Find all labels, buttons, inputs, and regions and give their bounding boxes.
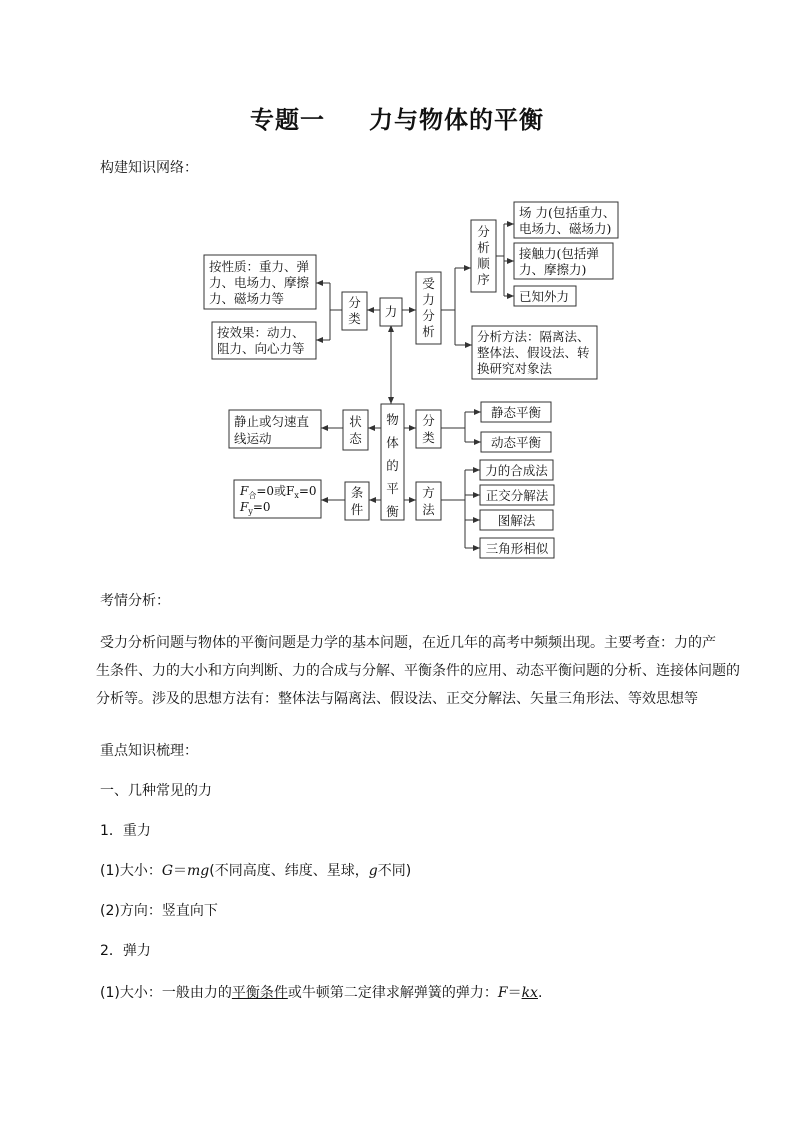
knowledge-network-diagram	[0, 190, 794, 570]
svg-text:状: 状	[349, 414, 362, 429]
section-exam-heading: 考情分析：	[100, 593, 170, 609]
svg-text:Fy=0: $F_y=0$	[240, 500, 271, 516]
state-node	[343, 410, 368, 450]
svg-text:件: 件	[350, 502, 364, 517]
method-item-similar-triangles	[480, 538, 554, 558]
elastic-size-line: (1)大小：一般由力的平衡条件或牛顿第二定律求解弹簧的弹力：F＝kx.	[100, 985, 543, 1001]
force-node	[380, 298, 402, 326]
svg-text:法: 法	[422, 502, 435, 517]
svg-text:的: 的	[386, 458, 399, 473]
exam-analysis-paragraph	[96, 629, 740, 713]
svg-text:序: 序	[477, 272, 490, 287]
svg-text:力: 力	[422, 292, 435, 307]
svg-text:阻力、向心力等: 阻力、向心力等	[217, 341, 305, 356]
condition-formula-node	[234, 480, 321, 518]
svg-text:物: 物	[386, 412, 399, 427]
classify-left-node	[342, 292, 367, 330]
analysis-order-node	[471, 220, 496, 292]
svg-text:析: 析	[477, 240, 490, 255]
svg-text:三角形相似: 三角形相似	[485, 541, 549, 556]
svg-text:接触力(包括弹: 接触力(包括弹	[519, 246, 599, 261]
svg-text:体: 体	[386, 435, 399, 450]
dynamic-equilibrium-node	[481, 432, 551, 452]
section-network-heading: 构建知识网络：	[100, 160, 198, 176]
svg-text:力: 力	[384, 304, 398, 319]
svg-text:按性质：重力、弹: 按性质：重力、弹	[209, 259, 310, 274]
gravity-direction-line: (2)方向：竖直向下	[100, 903, 218, 919]
svg-text:方: 方	[422, 485, 435, 500]
svg-text:类: 类	[422, 430, 435, 445]
svg-text:力、磁场力等: 力、磁场力等	[209, 291, 285, 306]
svg-text:平: 平	[386, 481, 399, 496]
svg-text:受: 受	[422, 276, 435, 291]
svg-text:类: 类	[348, 311, 361, 326]
item-elastic: 2．弹力	[100, 943, 151, 959]
svg-text:F合=0或Fx=0: $F_合=0$或$F_x=0$	[240, 484, 317, 500]
svg-text:力、电场力、摩擦: 力、电场力、摩擦	[209, 275, 310, 290]
svg-text:力、摩擦力): 力、摩擦力)	[519, 262, 587, 277]
paragraph-line: 受力分析问题与物体的平衡问题是力学的基本问题，在近几年的高考中频频出现。主要考查：力的产	[100, 635, 716, 651]
condition-node	[345, 482, 369, 520]
method-node	[416, 482, 441, 520]
method-item-composition	[480, 460, 553, 480]
svg-text:按效果：动力、: 按效果：动力、	[217, 325, 305, 340]
by-effect-node	[212, 322, 316, 359]
paragraph-line: 分析等。涉及的思想方法有：整体法与隔离法、假设法、正交分解法、矢量三角形法、等效思想等	[96, 691, 698, 707]
known-force-node	[514, 286, 576, 306]
svg-text:静止或匀速直: 静止或匀速直	[234, 414, 310, 429]
section-key-heading: 重点知识梳理：	[100, 743, 198, 759]
svg-text:正交分解法: 正交分解法	[485, 488, 549, 503]
svg-text:衡: 衡	[386, 504, 399, 519]
contact-force-node	[514, 243, 613, 279]
svg-text:条: 条	[350, 485, 364, 500]
method-item-orthogonal	[480, 485, 554, 505]
force-analysis-node	[416, 272, 441, 344]
svg-text:静态平衡: 静态平衡	[490, 405, 542, 420]
analysis-methods-node	[472, 326, 597, 379]
svg-text:动态平衡: 动态平衡	[490, 435, 542, 450]
svg-text:图解法: 图解法	[497, 513, 536, 528]
item-gravity: 1．重力	[100, 823, 151, 839]
svg-text:顺: 顺	[477, 256, 490, 271]
state-description-node	[229, 410, 321, 448]
paragraph-line: 生条件、力的大小和方向判断、力的合成与分解、平衡条件的应用、动态平衡问题的分析、连接体问题的	[96, 663, 740, 679]
svg-text:线运动: 线运动	[234, 431, 272, 446]
heading-common-forces: 一、几种常见的力	[100, 783, 212, 799]
by-nature-node	[204, 255, 316, 309]
svg-text:分: 分	[422, 413, 435, 428]
static-equilibrium-node	[481, 402, 551, 422]
svg-text:换研究对象法: 换研究对象法	[477, 361, 553, 376]
method-item-graphical	[480, 510, 553, 530]
svg-text:整体法、假设法、转: 整体法、假设法、转	[477, 345, 590, 360]
svg-text:分: 分	[477, 224, 490, 239]
classify-right-node	[416, 410, 441, 448]
equilibrium-node	[381, 404, 404, 520]
svg-text:分析方法：隔离法、: 分析方法：隔离法、	[477, 329, 590, 344]
field-force-node	[514, 202, 618, 238]
svg-text:电场力、磁场力): 电场力、磁场力)	[519, 221, 612, 236]
page-title: 专题一 力与物体的平衡	[250, 105, 544, 134]
svg-text:分: 分	[348, 295, 361, 310]
svg-text:析: 析	[422, 324, 435, 339]
svg-text:力的合成法: 力的合成法	[485, 463, 548, 478]
gravity-size-line: (1)大小：G＝mg(不同高度、纬度、星球，g不同)	[100, 863, 412, 879]
svg-text:分: 分	[422, 308, 435, 323]
svg-text:已知外力: 已知外力	[519, 289, 570, 304]
svg-text:场 力(包括重力、: 场 力(包括重力、	[519, 205, 616, 220]
svg-text:态: 态	[349, 431, 362, 446]
